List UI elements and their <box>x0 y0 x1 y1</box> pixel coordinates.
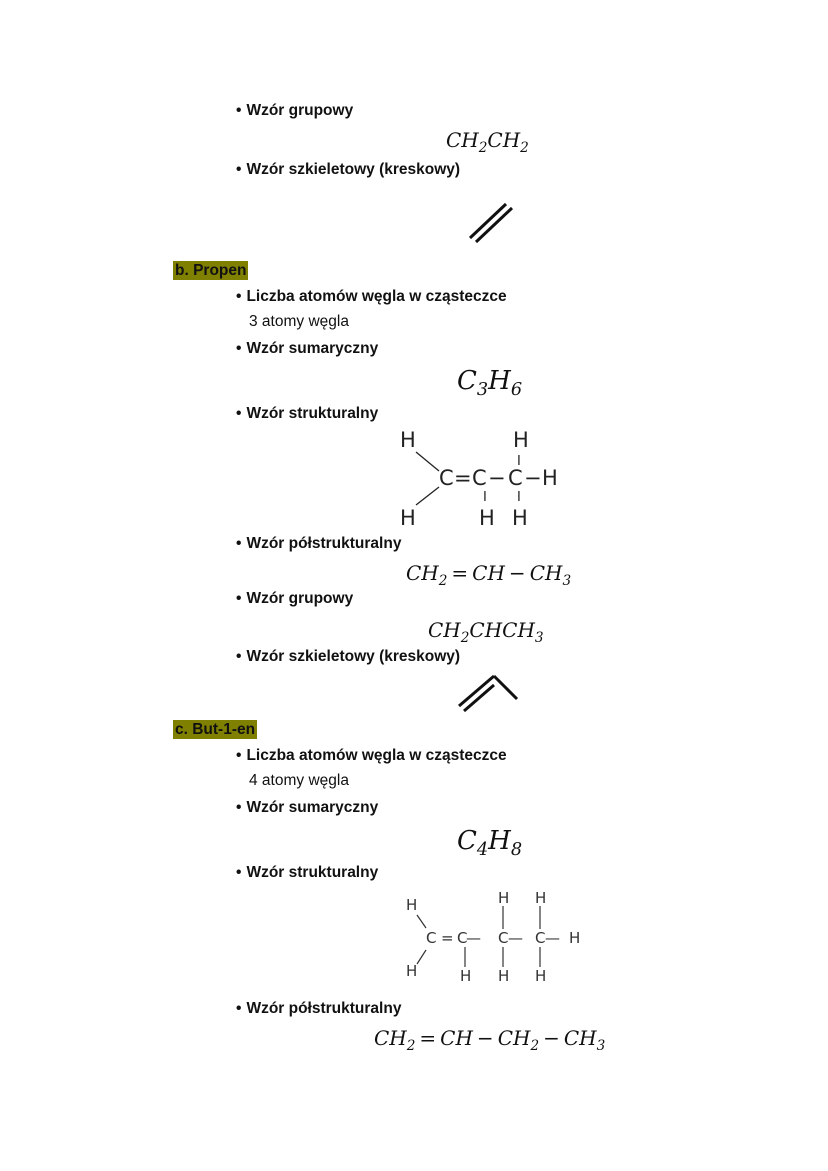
propene-skeletal-label: • Wzór szkieletowy (kreskowy) <box>236 648 460 666</box>
propene-semi-formula: $CH_2$ = CH − $CH_3$ <box>406 561 572 589</box>
bond-vertical: I <box>517 490 521 505</box>
atom-c: C <box>457 929 468 947</box>
atom-c: C <box>439 466 454 490</box>
atom-h: H <box>542 466 558 490</box>
atom-h: H <box>400 428 416 452</box>
bond-single: — <box>466 929 481 947</box>
butene-carbon-count-label: • Liczba atomów węgla w cząsteczce <box>236 747 507 765</box>
bond-vertical: I <box>517 454 521 469</box>
atom-h: H <box>569 929 581 947</box>
propene-molecular-label: • Wzór sumaryczny <box>236 340 378 358</box>
atom-h: H <box>400 506 416 530</box>
butene-heading: c. But-1-en <box>175 721 256 738</box>
atom-h: H <box>535 889 547 907</box>
bond-double: = <box>441 929 454 947</box>
butene-structural-formula <box>400 888 595 988</box>
atom-h: H <box>512 506 528 530</box>
atom-h: H <box>406 896 418 914</box>
bond-vertical: I <box>483 490 487 505</box>
bond-single: — <box>545 929 560 947</box>
bond-single: — <box>508 929 523 947</box>
butene-structural-label: • Wzór strukturalny <box>236 864 378 882</box>
atom-c: C <box>508 466 523 490</box>
ethene-group-label: • Wzór grupowy <box>236 102 353 120</box>
propene-structural-formula <box>395 425 570 535</box>
bond-double: = <box>454 466 472 490</box>
atom-c: C <box>426 929 437 947</box>
butene-semi-formula: $CH_2$ = CH − $CH_2 - CH_3$ <box>374 1026 606 1054</box>
butene-molecular-formula: $C_4H_8$ <box>457 826 523 861</box>
atom-h: H <box>460 967 472 985</box>
atom-h: H <box>406 962 418 980</box>
ethene-skeletal-formula <box>466 198 516 244</box>
propene-group-formula: $CH_2CHCH_3$ <box>428 618 544 646</box>
propene-carbon-count-value: 3 atomy węgla <box>249 313 349 330</box>
propene-structural-label: • Wzór strukturalny <box>236 405 378 423</box>
propene-semi-label: • Wzór półstrukturalny <box>236 535 401 553</box>
atom-h: H <box>498 889 510 907</box>
bond-single: − <box>488 466 506 490</box>
atom-c: C <box>535 929 546 947</box>
propene-carbon-count-label: • Liczba atomów węgla w cząsteczce <box>236 288 507 306</box>
atom-h: H <box>498 967 510 985</box>
atom-c: C <box>498 929 509 947</box>
bond-single: − <box>524 466 542 490</box>
propene-skeletal-formula <box>456 672 520 714</box>
butene-semi-label: • Wzór półstrukturalny <box>236 1000 401 1018</box>
ethene-skeletal-label: • Wzór szkieletowy (kreskowy) <box>236 161 460 179</box>
atom-c: C <box>472 466 487 490</box>
atom-h: H <box>535 967 547 985</box>
butene-carbon-count-value: 4 atomy węgla <box>249 772 349 789</box>
propene-molecular-formula: $C_3H_6$ <box>457 366 523 401</box>
atom-h: H <box>513 428 529 452</box>
ethene-group-formula: $CH_2CH_2$ <box>446 128 529 156</box>
propene-group-label: • Wzór grupowy <box>236 590 353 608</box>
propene-heading: b. Propen <box>175 262 247 279</box>
atom-h: H <box>479 506 495 530</box>
butene-molecular-label: • Wzór sumaryczny <box>236 799 378 817</box>
